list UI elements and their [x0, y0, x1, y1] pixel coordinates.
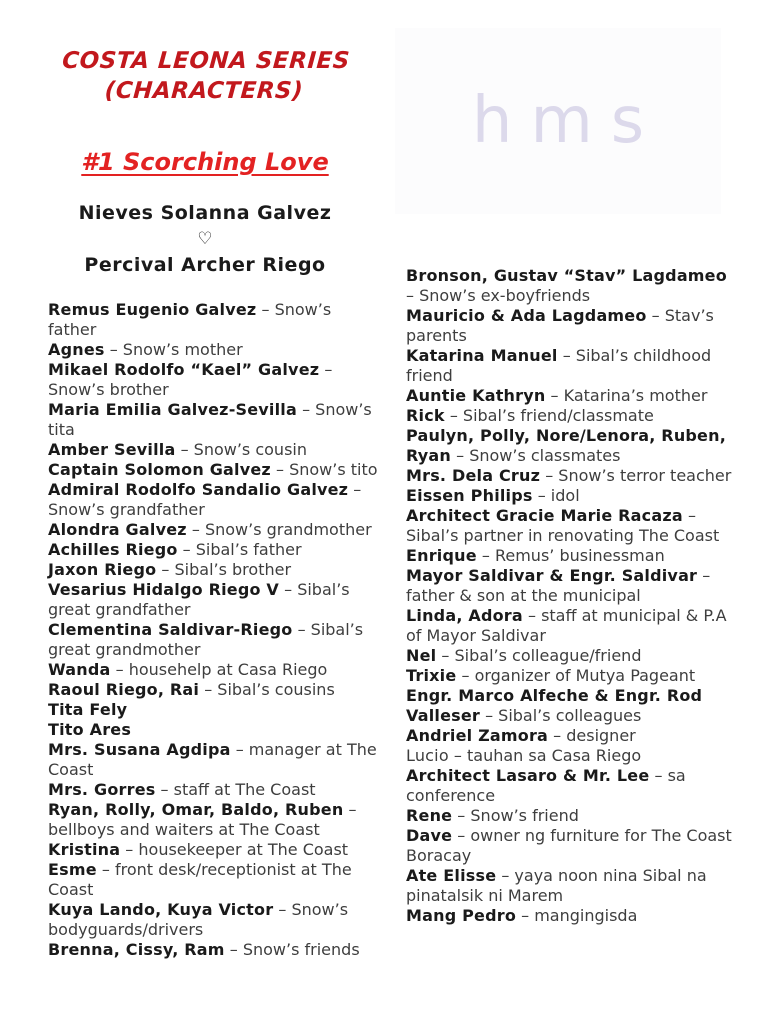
- character-entry: [406, 406, 738, 426]
- character-description: – Sibal’s colleagues: [480, 706, 642, 725]
- character-description: – Sibal’s father: [177, 540, 302, 559]
- character-description: – Snow’s classmates: [451, 446, 621, 465]
- character-name: Remus Eugenio Galvez: [48, 300, 257, 319]
- character-entry: [48, 780, 382, 800]
- character-name: Ate Elisse: [406, 866, 497, 885]
- character-entry: [406, 906, 738, 926]
- character-entry: [48, 480, 382, 520]
- character-description: – Sibal’s childhood friend: [406, 346, 712, 385]
- character-name: Raoul Riego, Rai: [48, 680, 200, 699]
- character-entry: [48, 580, 382, 620]
- character-entry: [48, 660, 382, 680]
- character-list-right: [406, 266, 738, 926]
- series-title: [0, 46, 412, 106]
- character-entry: [48, 340, 382, 360]
- character-description: – housekeeper at The Coast: [120, 840, 349, 859]
- character-entry: [48, 860, 382, 900]
- character-list-left: [48, 300, 382, 960]
- hms-watermark: hms: [471, 84, 663, 158]
- character-description: – yaya noon nina Sibal na pinatalsik ni Marem: [406, 866, 707, 905]
- character-description: – Snow’s cousin: [175, 440, 307, 459]
- character-name: Agnes: [48, 340, 105, 359]
- character-name: Tita Fely: [48, 700, 128, 719]
- character-entry: [406, 566, 738, 606]
- character-name: Katarina Manuel: [406, 346, 558, 365]
- character-description: – staff at municipal & P.A of Mayor Saldivar: [406, 606, 727, 645]
- character-description: – Snow’s friend: [452, 806, 579, 825]
- character-description: – Snow’s grandfather: [48, 480, 362, 519]
- character-name: Linda, Adora: [406, 606, 523, 625]
- character-description: – Snow’s tita: [48, 400, 372, 439]
- character-entry: [406, 826, 738, 866]
- heart-icon: ♡: [197, 229, 213, 249]
- character-name: Captain Solomon Galvez: [48, 460, 271, 479]
- character-name: Andriel Zamora: [406, 726, 549, 745]
- character-entry: [406, 666, 738, 686]
- character-entry: [48, 800, 382, 840]
- character-entry: [406, 486, 738, 506]
- character-entry: [406, 506, 738, 546]
- character-entry: [48, 300, 382, 340]
- character-description: – househelp at Casa Riego: [110, 660, 328, 679]
- character-name: Ryan, Rolly, Omar, Baldo, Ruben: [48, 800, 344, 819]
- character-description: – Stav’s parents: [406, 306, 714, 345]
- character-entry: [406, 726, 738, 746]
- character-description: – Snow’s bodyguards/drivers: [48, 900, 349, 939]
- character-description: – Snow’s terror teacher: [540, 466, 732, 485]
- character-description: – front desk/receptionist at The Coast: [48, 860, 352, 899]
- character-name: Paulyn, Polly, Nore/Lenora, Ruben, Ryan: [406, 426, 726, 465]
- character-name: Architect Lasaro & Mr. Lee: [406, 766, 650, 785]
- protagonist-name-1: Nieves Solanna Galvez: [78, 202, 332, 224]
- character-description: – designer: [548, 726, 636, 745]
- character-description: – Snow’s friends: [224, 940, 360, 959]
- character-description: – Remus’ businessman: [476, 546, 665, 565]
- character-entry: [406, 546, 738, 566]
- character-entry: [48, 560, 382, 580]
- character-description: – Snow’s mother: [104, 340, 243, 359]
- character-description: – Sibal’s colleague/friend: [436, 646, 642, 665]
- character-entry: [48, 940, 382, 960]
- character-name: Jaxon Riego: [48, 560, 157, 579]
- character-name: Mrs. Dela Cruz: [406, 466, 541, 485]
- character-description: – father & son at the municipal: [406, 566, 711, 605]
- character-description: – Snow’s tito: [270, 460, 378, 479]
- character-description: – organizer of Mutya Pageant: [456, 666, 696, 685]
- character-description: – Sibal’s partner in renovating The Coast: [406, 506, 720, 545]
- character-entry: [406, 866, 738, 906]
- character-entry: [48, 460, 382, 480]
- character-entry: [48, 680, 382, 700]
- character-description: – manager at The Coast: [48, 740, 377, 779]
- character-entry: [48, 740, 382, 780]
- character-name: Tito Ares: [48, 720, 132, 739]
- character-name: Rick: [406, 406, 445, 425]
- character-name: Esme: [48, 860, 97, 879]
- character-description: – Sibal’s friend/classmate: [444, 406, 654, 425]
- character-description: – Sibal’s cousins: [199, 680, 335, 699]
- character-description: – bellboys and waiters at The Coast: [48, 800, 357, 839]
- character-description: – Sibal’s great grandfather: [48, 580, 350, 619]
- character-name: Amber Sevilla: [48, 440, 176, 459]
- character-name: Bronson, Gustav “Stav” Lagdameo: [406, 266, 727, 285]
- character-name: Dave: [406, 826, 453, 845]
- couple-names: [0, 200, 410, 278]
- character-name: Lucio: [406, 746, 449, 765]
- character-description: – staff at The Coast: [155, 780, 316, 799]
- character-description: – idol: [532, 486, 580, 505]
- character-entry: [406, 746, 738, 766]
- character-name: Enrique: [406, 546, 477, 565]
- character-entry: [406, 806, 738, 826]
- character-name: Clementina Saldivar-Riego: [48, 620, 293, 639]
- character-name: Mayor Saldivar & Engr. Saldivar: [406, 566, 698, 585]
- character-description: – Sibal’s great grandmother: [48, 620, 364, 659]
- character-description: – Snow’s brother: [48, 360, 333, 399]
- character-entry: [48, 540, 382, 560]
- character-entry: [48, 900, 382, 940]
- character-name: Kuya Lando, Kuya Victor: [48, 900, 274, 919]
- character-name: Brenna, Cissy, Ram: [48, 940, 225, 959]
- character-entry: [406, 766, 738, 806]
- character-description: – owner ng furniture for The Coast Boracay: [406, 826, 732, 865]
- character-entry: [48, 360, 382, 400]
- watermark-box: [395, 28, 721, 214]
- character-description: – Snow’s grandmother: [186, 520, 372, 539]
- character-name: Maria Emilia Galvez-Sevilla: [48, 400, 297, 419]
- character-name: Mauricio & Ada Lagdameo: [406, 306, 647, 325]
- character-name: Eissen Philips: [406, 486, 533, 505]
- character-name: Architect Gracie Marie Racaza: [406, 506, 683, 525]
- character-name: Mrs. Gorres: [48, 780, 156, 799]
- character-description: – tauhan sa Casa Riego: [448, 746, 642, 765]
- character-description: – Katarina’s mother: [545, 386, 708, 405]
- character-entry: [406, 306, 738, 346]
- character-entry: [48, 720, 382, 740]
- character-name: Engr. Marco Alfeche & Engr. Rod Valleser: [406, 686, 703, 725]
- character-description: – Snow’s ex-boyfriends: [406, 286, 591, 305]
- character-name: Trixie: [406, 666, 457, 685]
- character-name: Kristina: [48, 840, 121, 859]
- character-entry: [406, 266, 738, 306]
- character-name: Achilles Riego: [48, 540, 178, 559]
- character-entry: [48, 700, 382, 720]
- character-name: Alondra Galvez: [48, 520, 187, 539]
- character-entry: [48, 440, 382, 460]
- character-name: Admiral Rodolfo Sandalio Galvez: [48, 480, 349, 499]
- protagonist-name-2: Percival Archer Riego: [84, 254, 326, 276]
- character-name: Auntie Kathryn: [406, 386, 546, 405]
- character-entry: [406, 386, 738, 406]
- character-entry: [48, 620, 382, 660]
- character-name: Mikael Rodolfo “Kael” Galvez: [48, 360, 320, 379]
- character-description: – Sibal’s brother: [156, 560, 292, 579]
- character-entry: [406, 426, 738, 466]
- character-entry: [406, 466, 738, 486]
- character-description: – sa conference: [406, 766, 686, 805]
- series-title-line1: COSTA LEONA SERIES: [61, 48, 351, 74]
- book-title: #1 Scorching Love: [81, 148, 329, 176]
- series-title-line2: (CHARACTERS): [103, 78, 305, 104]
- character-entry: [48, 400, 382, 440]
- character-name: Vesarius Hidalgo Riego V: [48, 580, 280, 599]
- character-name: Rene: [406, 806, 453, 825]
- character-entry: [406, 646, 738, 666]
- character-entry: [406, 346, 738, 386]
- character-name: Nel: [406, 646, 437, 665]
- character-entry: [406, 686, 738, 726]
- character-name: Mrs. Susana Agdipa: [48, 740, 231, 759]
- character-name: Wanda: [48, 660, 111, 679]
- character-name: Mang Pedro: [406, 906, 517, 925]
- character-entry: [48, 520, 382, 540]
- character-description: – mangingisda: [516, 906, 638, 925]
- character-description: – Snow’s father: [48, 300, 332, 339]
- character-entry: [406, 606, 738, 646]
- character-entry: [48, 840, 382, 860]
